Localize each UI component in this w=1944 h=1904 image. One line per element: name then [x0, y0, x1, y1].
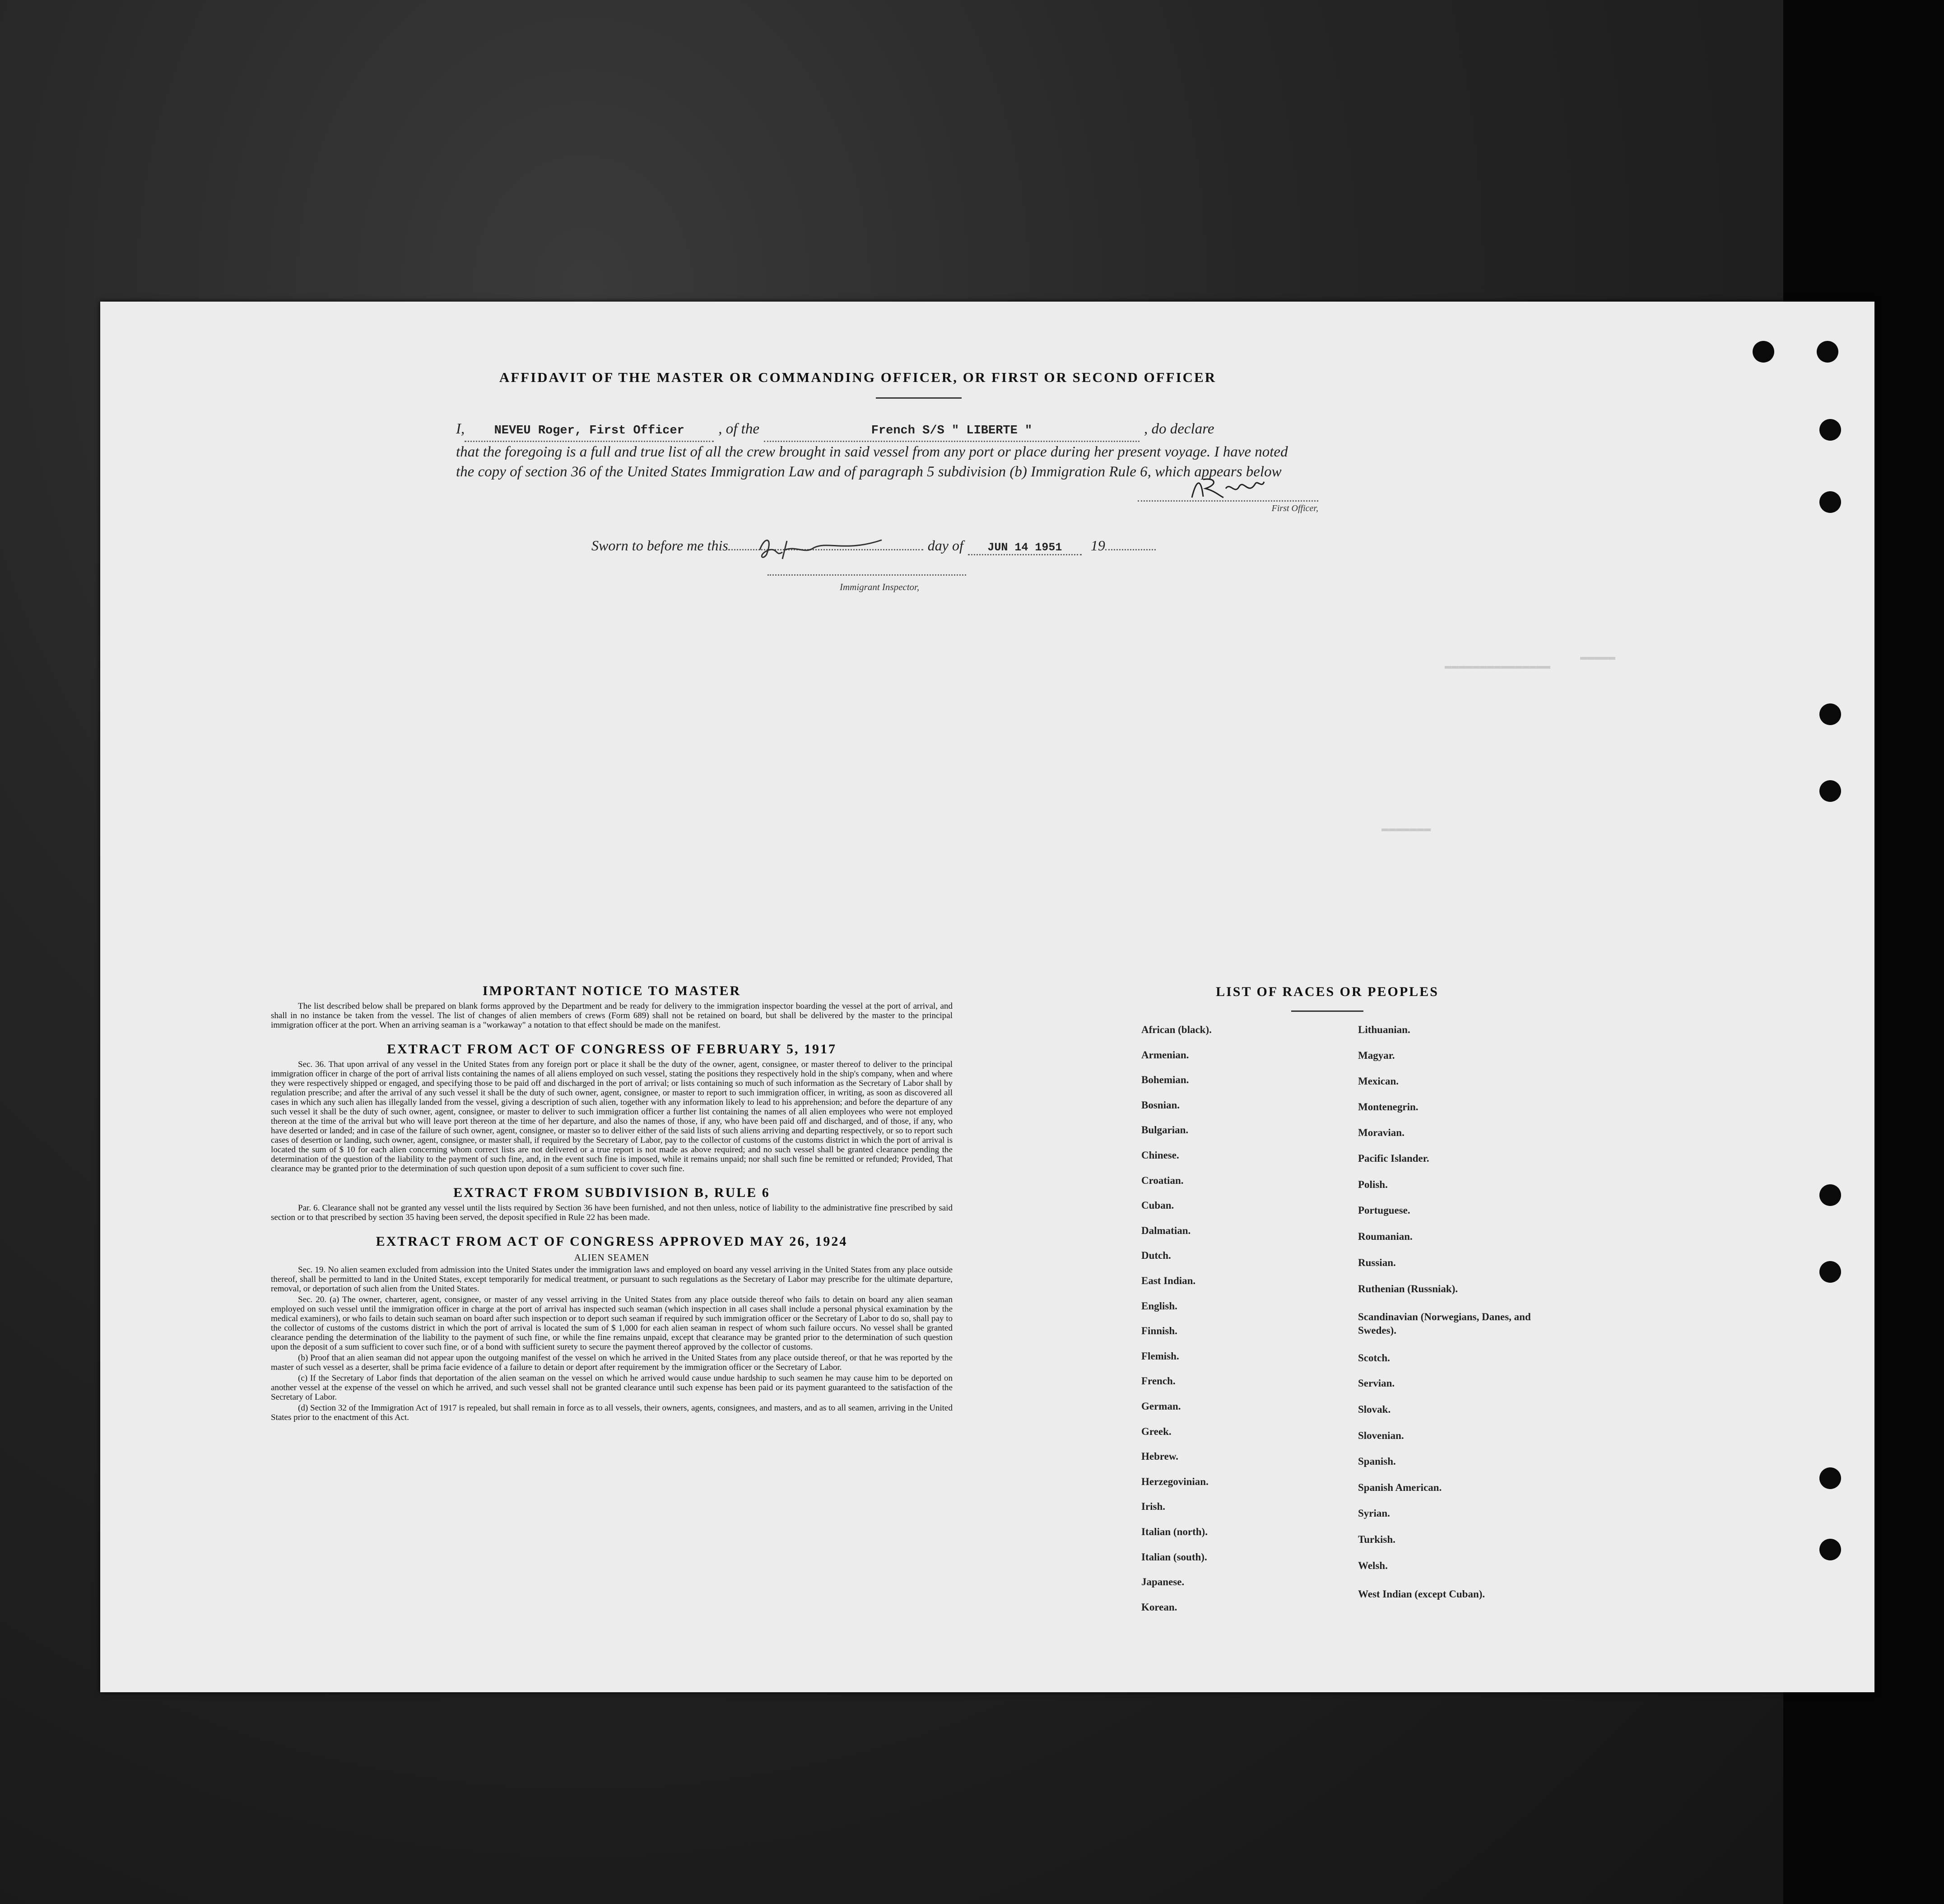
extract-1924-paragraph: Sec. 19. No alien seamen excluded from admission into the United States under the immigration laws and employed on board any vessel arriving in the United States from any place outside thereof, shall be permitted to land in the United States, except temporarily for medical treatment, or pursuant to such regulations as the Secretary of Labor may prescribe for the ultimate departure, removal, or deportation of such alien from the United States.	[271, 1265, 953, 1294]
extract-rule6-text	[271, 1203, 953, 1222]
sworn-prefix: Sworn to before me this	[591, 537, 728, 554]
race-item: Spanish American.	[1358, 1482, 1442, 1493]
race-item: Croatian.	[1141, 1174, 1184, 1186]
race-item: Bosnian.	[1141, 1099, 1180, 1111]
punch-hole	[1819, 419, 1841, 441]
extract-rule6-paragraph: Par. 6. Clearance shall not be granted any vessel until the lists required by Section 36 have been furnished, and not then unless, notice of liability to the administrative fine prescribed by said section or to that prescribed by section 35 having been served, the deposit specified in Rule 22 has been made.	[271, 1203, 953, 1222]
extract-1924-paragraph: (b) Proof that an alien seaman did not appear upon the outgoing manifest of the vessel on which he arrived in the United States from any place outside thereof, or that he was reported by the master of such vessel as a deserter, shall be prima facie evidence of a failure to detain or deport after requirement by the immigration officer or the Secretary of Labor.	[271, 1353, 953, 1372]
race-item: Finnish.	[1141, 1325, 1177, 1337]
race-item: Slovenian.	[1358, 1430, 1404, 1441]
race-item: Lithuanian.	[1358, 1024, 1410, 1035]
race-item: Chinese.	[1141, 1150, 1179, 1161]
punch-hole	[1819, 703, 1841, 725]
notice-text	[271, 1001, 953, 1030]
punch-hole	[1819, 780, 1841, 802]
race-item: Flemish.	[1141, 1350, 1179, 1362]
punch-hole	[1819, 1261, 1841, 1283]
sworn-year-field	[1105, 549, 1156, 550]
race-item: African (black).	[1141, 1024, 1212, 1035]
race-item: English.	[1141, 1300, 1177, 1312]
officer-name-field: NEVEU Roger, First Officer	[465, 421, 714, 442]
race-item: Moravian.	[1358, 1127, 1405, 1138]
race-item: Montenegrin.	[1358, 1101, 1418, 1113]
race-item: Greek.	[1141, 1425, 1172, 1437]
sworn-line	[591, 537, 1269, 555]
race-item: Dalmatian.	[1141, 1224, 1191, 1236]
race-item: Mexican.	[1358, 1075, 1399, 1087]
races-title: LIST OF RACES OR PEOPLES	[1216, 984, 1439, 999]
title-rule	[876, 397, 962, 399]
punch-hole	[1753, 341, 1774, 363]
punch-hole	[1819, 491, 1841, 513]
race-item: French.	[1141, 1375, 1176, 1387]
race-item: West Indian (except Cuban).	[1358, 1588, 1485, 1600]
declaration-middle: , of the	[718, 421, 759, 437]
race-item: Hebrew.	[1141, 1451, 1178, 1462]
race-item: Pacific Islander.	[1358, 1153, 1429, 1164]
race-item: Scandinavian (Norwegians, Danes, and Swedes).	[1358, 1311, 1531, 1336]
race-item: Welsh.	[1358, 1560, 1388, 1571]
race-item: Turkish.	[1358, 1534, 1395, 1545]
race-item: Scotch.	[1358, 1352, 1390, 1364]
sworn-year-prefix: 19	[1090, 537, 1105, 554]
bleed-through-mark: ▬▬▬▬▬	[1580, 650, 1616, 664]
extract-1917-title: EXTRACT FROM ACT OF CONGRESS OF FEBRUARY 5, 1917	[386, 1042, 837, 1057]
sworn-day-of: day of	[927, 537, 963, 554]
punch-hole	[1819, 1184, 1841, 1206]
vessel-name-field: French S/S " LIBERTE "	[764, 421, 1139, 442]
race-item: Polish.	[1358, 1179, 1388, 1190]
race-item: Herzegovinian.	[1141, 1476, 1209, 1487]
extract-1924-paragraph: (d) Section 32 of the Immigration Act of 1917 is repealed, but shall remain in force as to all vessels, their owners, agents, consignees, and masters, and as to all seamen, arriving in the United States prior to the enactment of this Act.	[271, 1403, 953, 1422]
officer-signature	[1187, 475, 1269, 502]
race-item: Dutch.	[1141, 1250, 1171, 1262]
inspector-signature	[755, 536, 891, 563]
race-item: Bohemian.	[1141, 1074, 1189, 1086]
races-title-rule	[1291, 1010, 1363, 1012]
punch-hole	[1819, 1539, 1841, 1560]
inspector-signature-field	[728, 549, 923, 550]
notice-paragraph: The list described below shall be prepared on blank forms approved by the Department and be ready for delivery to the immigration inspector boarding the vessel at the port of arrival, and shall in no instance be taken from the vessel. The list of changes of alien members of crews (Form 689) shall not be retained on board, but shall be delivered by the master to the principal immigration officer at the port. When an arriving seaman is a "workaway" a notation to that effect should be made on the manifest.	[271, 1001, 953, 1030]
extract-1924-subtitle: ALIEN SEAMEN	[574, 1252, 650, 1263]
extract-1917-text	[271, 1060, 953, 1173]
extract-1917-paragraph: Sec. 36. That upon arrival of any vessel in the United States from any foreign port or place it shall be the duty of the owner, agent, consignee, or master thereof to deliver to the principal immigration officer in charge of the port of arrival lists containing the names of all aliens employed on such vessel, stating the positions they respectively hold in the ship's company, when and where they were respectively shipped or engaged, and specifying those to be paid off and discharged in the port of arrival; or lists containing so much of such information as the Secretary of Labor shall by regulation prescribe; and after the arrival of any such vessel it shall be the duty of such owner, agent, consignee, or master to report to such immigration officer, in writing, as soon as discovered all cases in which any such alien has illegally landed from the vessel, giving a description of such alien, together with any information likely to lead to his apprehension; and before the departure of any such vessel it shall be the duty of such owner, agent, consignee, or master to deliver to such immigration officer a further list containing the names of all alien employees who were not employed thereon at the time of the arrival but who will leave port thereon at the time of her departure, and also the names of those, if any, who have been paid off and discharged, and of those, if any, who have deserted or landed; and in case of the failure of such owner, agent, consignee, or master so to deliver either of the said lists of such aliens arriving and departing respectively, or so to report such cases of desertion or landing, such owner, agent, consignee, or master shall, if required by the Secretary of Labor, pay to the collector of customs of the customs district in which the port of arrival is located the sum of $ 10 for each alien concerning whom correct lists are not delivered or a true report is not made as above required; and no such vessel shall be granted clearance pending the determination of the question of the liability to the payment of such fine, and, in the event such fine is imposed, while it remains unpaid; nor shall such fine be remitted or refunded; Provided, That clearance may be granted prior to the determination of such question upon deposit of a sum sufficient to cover such fine.	[271, 1060, 953, 1173]
race-item: Bulgarian.	[1141, 1124, 1189, 1136]
extract-1924-paragraph: Sec. 20. (a) The owner, charterer, agent, consignee, or master of any vessel arriving in the United States from any place outside thereof who fails to detain on board any alien seaman employed on such vessel until the immigration officer in charge at the port of arrival has inspected such seaman (which inspection in all cases shall include a personal physical examination by the medical examiners), or who fails to detain such seaman on board after such inspection or to deport such seaman if required by such immigration officer or the Secretary of Labor to do so, shall pay to the collector of customs of the customs district in which the port of arrival is located the sum of $ 1,000 for each alien seaman in respect of whom such failure occurs. No vessel shall be granted clearance pending the determination of the liability to the payment of such fine, or while the fine remains unpaid, except that clearance may be granted prior to the determination of such question upon the deposit of a sum sufficient to cover such fine, or of a bond with sufficient surety to secure the payment thereof approved by the collector of customs.	[271, 1295, 953, 1352]
race-item: German.	[1141, 1401, 1181, 1412]
extract-1924-paragraph: (c) If the Secretary of Labor finds that deportation of the alien seaman on the vessel on which he arrived would cause undue hardship to such seamen he may cause him to be deported on another vessel at the expense of the vessel on which he arrived, and such vessel shall not be granted clearance until such expense has been paid or its payment guaranteed to the satisfaction of the Secretary of Labor.	[271, 1373, 953, 1402]
race-item: Japanese.	[1141, 1576, 1185, 1588]
race-item: Irish.	[1141, 1501, 1166, 1513]
race-item: Roumanian.	[1358, 1231, 1413, 1242]
inspector-label: Immigrant Inspector,	[840, 582, 920, 592]
race-item: East Indian.	[1141, 1275, 1196, 1286]
race-item: Italian (north).	[1141, 1526, 1208, 1537]
sworn-date-stamp: JUN 14 1951	[968, 541, 1082, 555]
punch-hole	[1819, 1467, 1841, 1489]
declaration-body: that the foregoing is a full and true list of all the crew brought in said vessel from any port or place during her present voyage. I have noted the copy of section 36 of the United States Immigration Law and of paragraph 5 subdivision (b) Immigration Rule 6, which appears below	[456, 444, 1288, 480]
race-item: Russian.	[1358, 1257, 1396, 1268]
race-item: Armenian.	[1141, 1049, 1189, 1061]
race-item: Spanish.	[1358, 1456, 1396, 1467]
bleed-through-mark: ▬▬▬▬▬▬▬▬▬▬▬▬▬▬▬	[1445, 659, 1551, 673]
extract-1924-title: EXTRACT FROM ACT OF CONGRESS APPROVED MAY 26, 1924	[376, 1234, 848, 1249]
declaration-suffix: , do declare	[1144, 421, 1214, 437]
race-item: Magyar.	[1358, 1050, 1395, 1061]
notice-title: IMPORTANT NOTICE TO MASTER	[482, 983, 741, 998]
race-item: Ruthenian (Russniak).	[1358, 1283, 1458, 1294]
declaration-prefix: I,	[456, 421, 465, 437]
officer-signature-caption: First Officer,	[1271, 503, 1318, 513]
notice-column	[271, 983, 953, 1434]
race-item: Korean.	[1141, 1601, 1177, 1613]
race-item: Slovak.	[1358, 1404, 1391, 1415]
bleed-through-mark: ▬▬▬▬▬▬▬	[1381, 822, 1431, 835]
inspector-line	[767, 574, 966, 576]
extract-1924-text	[271, 1265, 953, 1422]
race-item: Servian.	[1358, 1378, 1395, 1389]
punch-hole	[1817, 341, 1838, 363]
declaration-line	[456, 419, 1309, 442]
affidavit-declaration	[456, 419, 1309, 482]
race-item: Italian (south).	[1141, 1551, 1207, 1563]
extract-rule6-title: EXTRACT FROM SUBDIVISION B, RULE 6	[453, 1185, 770, 1200]
affidavit-title: AFFIDAVIT OF THE MASTER OR COMMANDING OFFICER, OR FIRST OR SECOND OFFICER	[499, 369, 1217, 385]
race-item: Portuguese.	[1358, 1205, 1410, 1216]
race-item: Cuban.	[1141, 1200, 1174, 1211]
officer-signature-line	[1138, 500, 1318, 514]
race-item: Syrian.	[1358, 1508, 1390, 1519]
